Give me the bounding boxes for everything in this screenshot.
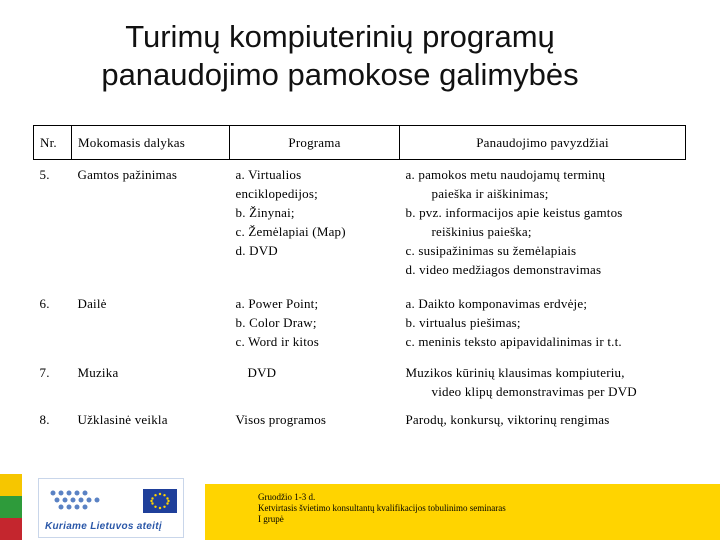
slide-title-line-1: Turimų kompiuterinių programų — [125, 19, 555, 54]
program-line: a. Power Point; — [235, 296, 319, 311]
logo-slogan: Kuriame Lietuvos ateitį — [45, 521, 162, 532]
footer-group: I grupė — [258, 514, 284, 524]
row-examples — [400, 289, 686, 358]
program-line: DVD — [247, 365, 277, 380]
row-examples — [400, 160, 686, 290]
footer-date: Gruodžio 1-3 d. — [258, 492, 316, 502]
example-line: b. pvz. informacijos apie keistus gamtos — [405, 205, 623, 220]
row-nr: 5. — [39, 167, 50, 182]
program-line: Visos programos — [235, 412, 327, 427]
row-program — [230, 289, 400, 358]
program-line: c. Word ir kitos — [235, 334, 320, 349]
row-nr: 8. — [39, 412, 50, 427]
table-row — [34, 160, 686, 290]
dots-logo-icon — [47, 487, 107, 515]
slide-title-line-2: panaudojimo pamokose galimybės — [101, 57, 579, 92]
footer-seminar: Ketvirtasis švietimo konsultantų kvalifikacijos tobulinimo seminaras — [258, 503, 506, 513]
row-subject: Dailė — [77, 296, 107, 311]
program-line: d. DVD — [235, 243, 278, 258]
yellow-stripe — [0, 474, 22, 496]
eu-flag-icon — [143, 489, 177, 513]
example-line: reiškinius paieška; — [431, 224, 532, 239]
table-row — [34, 405, 686, 434]
example-line: a. pamokos metu naudojamų terminų — [405, 167, 606, 182]
row-examples — [400, 358, 686, 405]
program-line: b. Color Draw; — [235, 315, 317, 330]
project-logo — [38, 478, 184, 538]
footer-text — [258, 492, 698, 525]
program-line: enciklopedijos; — [235, 186, 318, 201]
example-line: a. Daikto komponavimas erdvėje; — [405, 296, 588, 311]
header-subject: Mokomasis dalykas — [72, 126, 230, 160]
example-line: paieška ir aiškinimas; — [431, 186, 549, 201]
row-subject: Muzika — [77, 365, 119, 380]
row-nr: 6. — [39, 296, 50, 311]
header-nr: Nr. — [34, 126, 72, 160]
example-line: video klipų demonstravimas per DVD — [431, 384, 637, 399]
example-line: Parodų, konkursų, viktorinų rengimas — [405, 412, 610, 427]
example-line: b. virtualus piešimas; — [405, 315, 521, 330]
red-stripe — [0, 518, 22, 540]
program-line: c. Žemėlapiai (Map) — [235, 224, 346, 239]
table-header-row — [34, 126, 686, 160]
example-line: c. susipažinimas su žemėlapiais — [405, 243, 577, 258]
table-row — [34, 358, 686, 405]
header-program: Programa — [230, 126, 400, 160]
green-stripe — [0, 496, 22, 518]
header-examples: Panaudojimo pavyzdžiai — [400, 126, 686, 160]
row-subject: Užklasinė veikla — [77, 412, 168, 427]
program-line: a. Virtualios — [235, 167, 302, 182]
row-program — [230, 405, 400, 434]
example-line: c. meninis teksto apipavidalinimas ir t.t. — [405, 334, 622, 349]
row-nr: 7. — [39, 365, 50, 380]
row-examples — [400, 405, 686, 434]
row-program — [230, 160, 400, 290]
table-row — [34, 289, 686, 358]
program-line: b. Žinynai; — [235, 205, 295, 220]
software-usage-table — [33, 125, 686, 434]
example-line: d. video medžiagos demonstravimas — [405, 262, 602, 277]
row-subject: Gamtos pažinimas — [77, 167, 178, 182]
example-line: Muzikos kūrinių klausimas kompiuteriu, — [405, 365, 625, 380]
slide-title — [0, 18, 680, 94]
row-program — [230, 358, 400, 405]
